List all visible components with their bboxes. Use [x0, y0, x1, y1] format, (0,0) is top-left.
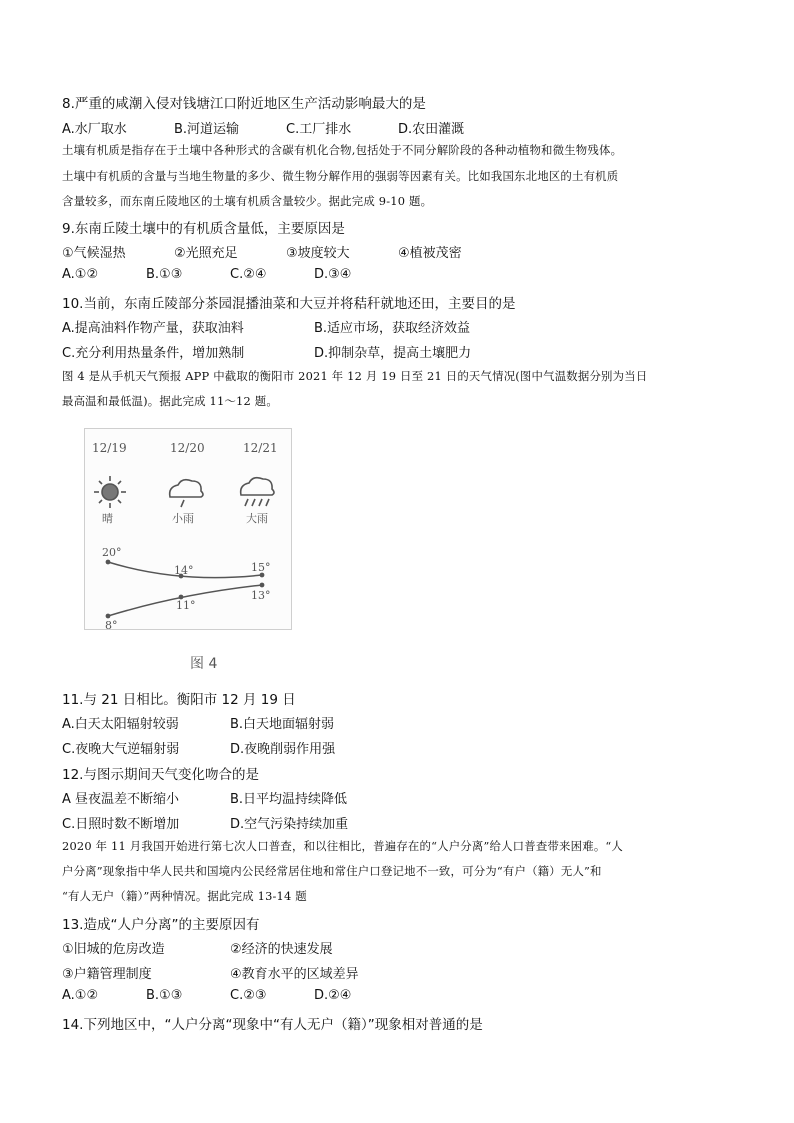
question-9-stem: 9.东南丘陵土壤中的有机质含量低，主要原因是 — [62, 221, 345, 237]
option-c: C.②③ — [230, 988, 267, 1003]
option-d: D.夜晚削弱作用强 — [230, 742, 336, 757]
weather-figure — [84, 428, 292, 630]
item: ④教育水平的区域差异 — [230, 967, 359, 982]
question-8-stem: 8.严重的咸潮入侵对钱塘江口附近地区生产活动影响最大的是 — [62, 96, 426, 112]
option-a: A.白天太阳辐射较弱 — [62, 717, 179, 732]
question-10-options-row2 — [62, 342, 662, 360]
option-d: D.农田灌溉 — [398, 122, 465, 137]
question-10-options-row1 — [62, 317, 662, 335]
item: ①气候湿热 — [62, 246, 126, 261]
option-b: B.①③ — [146, 988, 183, 1003]
option-d: D.②④ — [314, 988, 352, 1003]
option-a: A.①② — [62, 988, 99, 1003]
item: ①旧城的危房改造 — [62, 942, 165, 957]
option-d: D.抑制杂草，提高土壤肥力 — [314, 346, 472, 361]
option-b: B.白天地面辐射弱 — [230, 717, 335, 732]
passage-line: “有人无户（籍）”两种情况。据此完成 13-14 题 — [62, 889, 307, 903]
option-a: A.水厂取水 — [62, 122, 127, 137]
date-label: 12/20 — [170, 441, 205, 455]
low-temp-label: 13° — [251, 589, 271, 602]
option-d: D.③④ — [314, 267, 352, 282]
question-13-items-row1 — [62, 938, 562, 956]
question-13-items-row2 — [62, 963, 562, 981]
weather-label: 小雨 — [172, 512, 194, 525]
option-b: B.①③ — [146, 267, 183, 282]
passage-line: 最高温和最低温)。据此完成 11～12 题。 — [62, 394, 278, 408]
question-12-stem: 12.与图示期间天气变化吻合的是 — [62, 767, 259, 783]
option-c: C.工厂排水 — [286, 122, 352, 137]
weather-forecast-graphic — [85, 429, 291, 629]
heavy-rain-icon — [241, 478, 274, 506]
passage-line: 户分离”现象指中华人民共和国境内公民经常居住地和常住户口登记地不一致，可分为“有户（籍）无人”和 — [62, 864, 602, 878]
passage-line: 含量较多，而东南丘陵地区的土壤有机质含量较少。据此完成 9-10 题。 — [62, 194, 433, 208]
figure-caption: 图 4 — [190, 656, 218, 672]
option-a: A.提高油料作物产量，获取油料 — [62, 321, 244, 336]
low-temp-label: 8° — [105, 619, 118, 629]
item: ③户籍管理制度 — [62, 967, 152, 982]
option-a: A.①② — [62, 267, 99, 282]
question-11-options-row1 — [62, 713, 562, 731]
item: ④植被茂密 — [398, 246, 462, 261]
low-temp-label: 11° — [176, 599, 196, 612]
option-c: C.日照时数不断增加 — [62, 817, 180, 832]
passage-line: 图 4 是从手机天气预报 APP 中截取的衡阳市 2021 年 12 月 19 日至 21 日的天气情况(图中气温数据分别为当日 — [62, 369, 648, 383]
option-c: C.充分利用热量条件，增加熟制 — [62, 346, 245, 361]
passage-line: 2020 年 11 月我国开始进行第七次人口普查，和以往相比，普遍存在的“人户分离”给人口普查带来困难。“人 — [62, 839, 624, 853]
question-8-options — [62, 118, 562, 136]
item: ②经济的快速发展 — [230, 942, 333, 957]
question-12-options-row1 — [62, 788, 562, 806]
high-temp-label: 15° — [251, 561, 271, 574]
question-10-stem: 10.当前，东南丘陵部分茶园混播油菜和大豆并将秸秆就地还田，主要目的是 — [62, 296, 516, 312]
passage-line: 土壤中有机质的含量与当地生物量的多少、微生物分解作用的强弱等因素有关。比如我国东北地区的土有机质 — [62, 169, 619, 183]
question-14-stem: 14.下列地区中，“人户分离“现象中“有人无户（籍）”现象相对普通的是 — [62, 1017, 483, 1033]
date-label: 12/21 — [243, 441, 278, 455]
option-d: D.空气污染持续加重 — [230, 817, 349, 832]
option-a: A 昼夜温差不断缩小 — [62, 792, 180, 807]
high-temp-label: 14° — [174, 564, 194, 577]
question-12-options-row2 — [62, 813, 562, 831]
option-c: C.夜晚大气逆辐射弱 — [62, 742, 180, 757]
weather-label: 晴 — [102, 512, 113, 525]
weather-label: 大雨 — [246, 512, 268, 525]
light-rain-icon — [170, 480, 203, 507]
option-b: B.日平均温持续降低 — [230, 792, 348, 807]
option-c: C.②④ — [230, 267, 267, 282]
question-13-options — [62, 988, 462, 1006]
item: ②光照充足 — [174, 246, 238, 261]
question-11-options-row2 — [62, 738, 562, 756]
sun-icon — [94, 476, 126, 508]
question-9-items — [62, 242, 562, 260]
high-temp-label: 20° — [102, 546, 122, 559]
question-13-stem: 13.造成“人户分离”的主要原因有 — [62, 917, 260, 933]
option-b: B.河道运输 — [174, 122, 240, 137]
option-b: B.适应市场，获取经济效益 — [314, 321, 471, 336]
question-9-options — [62, 267, 462, 285]
date-label: 12/19 — [92, 441, 127, 455]
item: ③坡度较大 — [286, 246, 350, 261]
question-11-stem: 11.与 21 日相比。衡阳市 12 月 19 日 — [62, 692, 296, 708]
passage-line: 土壤有机质是指存在于土壤中各种形式的含碳有机化合物,包括处于不同分解阶段的各种动植物和微生物残体。 — [62, 143, 623, 157]
